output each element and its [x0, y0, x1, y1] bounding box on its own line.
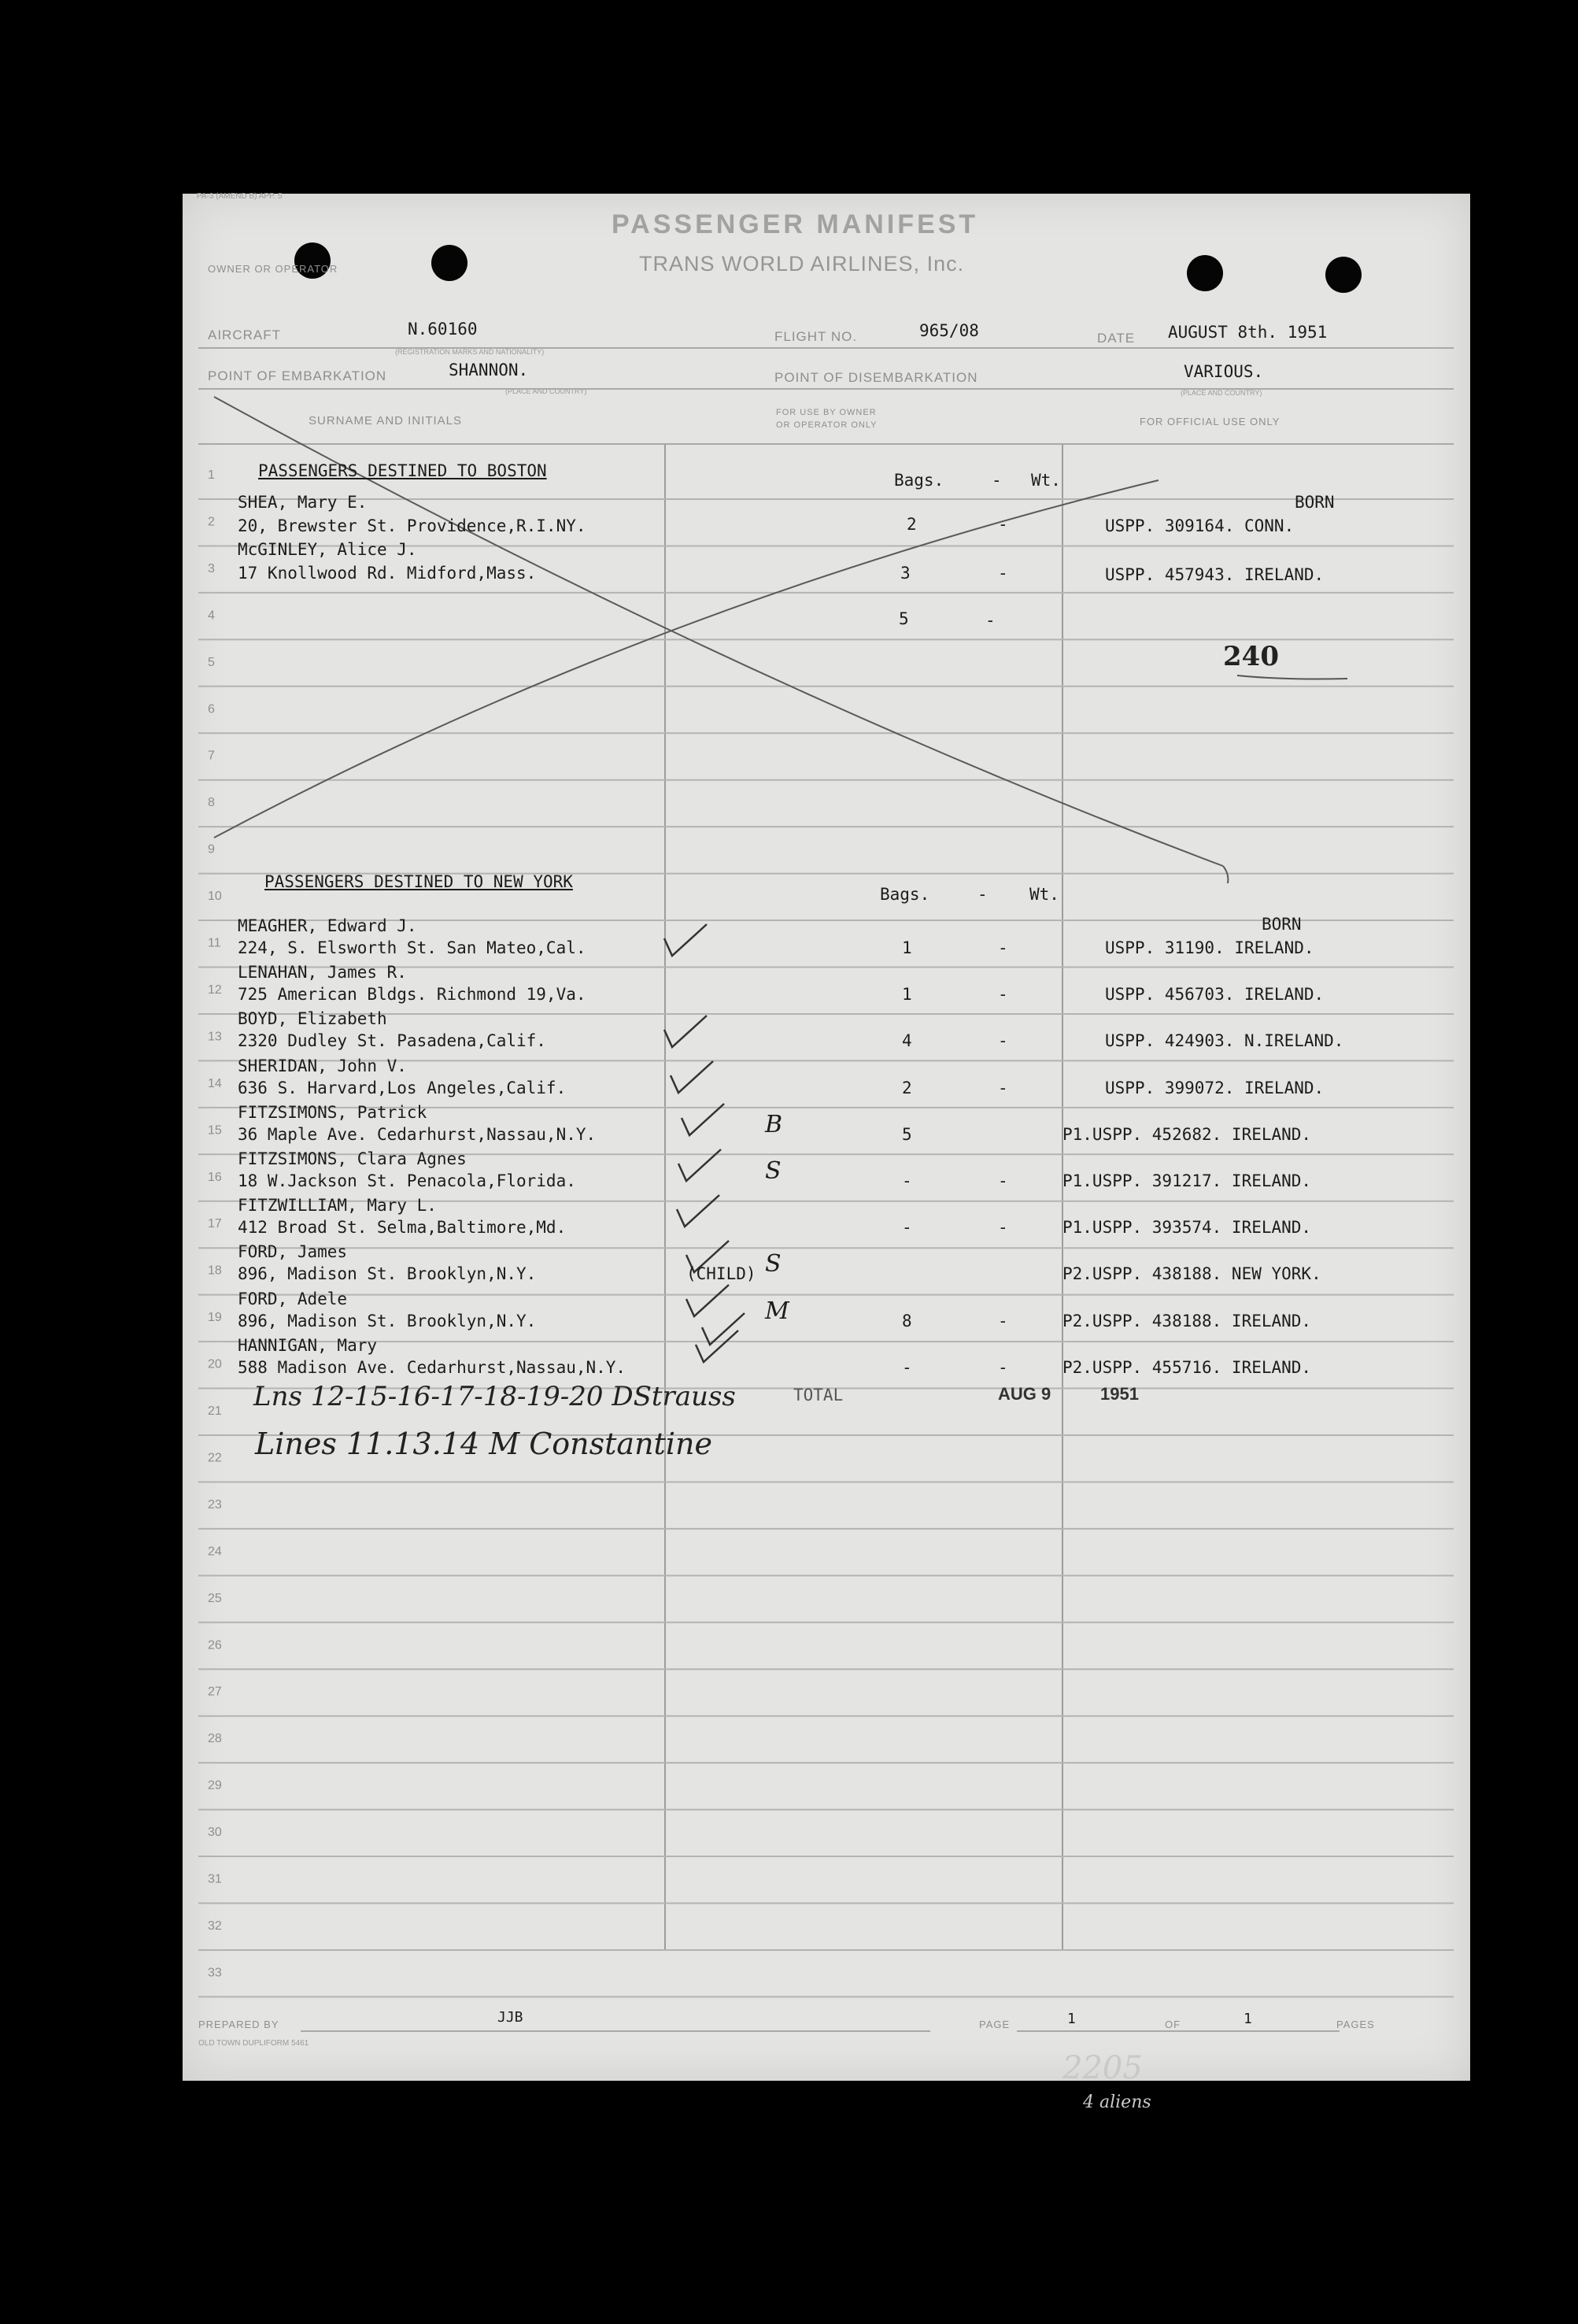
passenger-bags: 3 — [900, 564, 911, 583]
passenger-address: 896, Madison St. Brooklyn,N.Y. — [238, 1264, 537, 1284]
passenger-name: BOYD, Elizabeth — [238, 1009, 387, 1029]
passenger-name: FITZSIMONS, Patrick — [238, 1102, 427, 1122]
aircraft-value: N.60160 — [408, 320, 478, 339]
row-number: 21 — [208, 1404, 222, 1418]
check-mark — [686, 1285, 729, 1316]
col-owner-header-b: OR OPERATOR ONLY — [776, 420, 878, 430]
bottom-handwritten-note: 4 aliens — [1083, 2093, 1151, 2112]
prepared-by-label: PREPARED BY — [198, 2019, 279, 2030]
row-number: 32 — [208, 1919, 222, 1933]
passenger-name: FITZSIMONS, Clara Agnes — [238, 1149, 467, 1168]
passenger-weight: - — [998, 564, 1008, 583]
passenger-weight: - — [998, 1031, 1008, 1051]
newyork-wt-header: Wt. — [1029, 885, 1059, 904]
form-title: PASSENGER MANIFEST — [612, 209, 979, 239]
newyork-dash-header: - — [977, 885, 988, 904]
pages-label: PAGES — [1336, 2019, 1375, 2030]
flight-label: FLIGHT NO. — [774, 329, 858, 344]
boston-bags-header: Bags. — [894, 471, 944, 490]
row-number: 25 — [208, 1591, 222, 1605]
passenger-bags: 4 — [902, 1031, 912, 1051]
handwritten-initial: M — [765, 1297, 789, 1325]
row-number: 8 — [208, 796, 215, 810]
row-number: 18 — [208, 1264, 222, 1278]
page-value: 1 — [1067, 2011, 1076, 2027]
handwritten-line21: Lns 12-15-16-17-18-19-20 DStrauss — [253, 1381, 736, 1412]
passenger-address: 725 American Bldgs. Richmond 19,Va. — [238, 985, 586, 1005]
pencil-cross-hook — [1223, 866, 1228, 883]
row-number: 12 — [208, 983, 222, 997]
passenger-official: P2.USPP. 438188. NEW YORK. — [1062, 1264, 1321, 1284]
passenger-address: 412 Broad St. Selma,Baltimore,Md. — [238, 1218, 567, 1238]
total-label: TOTAL — [793, 1386, 844, 1404]
row-number: 10 — [208, 890, 222, 904]
passenger-weight: - — [998, 1171, 1008, 1190]
of-label: OF — [1165, 2019, 1181, 2030]
check-mark — [682, 1104, 724, 1135]
passenger-address: 18 W.Jackson St. Penacola,Florida. — [238, 1171, 576, 1190]
row-number: 15 — [208, 1123, 222, 1138]
passenger-official: USPP. 31190. IRELAND. — [1105, 938, 1314, 957]
passenger-name: HANNIGAN, Mary — [238, 1335, 378, 1355]
handwritten-initial: B — [765, 1110, 783, 1138]
flight-value: 965/08 — [919, 321, 979, 340]
passenger-note: (CHILD) — [686, 1264, 756, 1284]
row-number: 7 — [208, 749, 215, 763]
passenger-address: 588 Madison Ave. Cedarhurst,Nassau,N.Y. — [238, 1357, 626, 1377]
disembarkation-label: POINT OF DISEMBARKATION — [774, 370, 978, 385]
passenger-bags: - — [902, 1357, 912, 1377]
bottom-handwritten-number: 2205 — [1062, 2050, 1143, 2086]
embarkation-value: SHANNON. — [449, 361, 529, 379]
row-number: 22 — [208, 1451, 222, 1465]
passenger-official: P1.USPP. 391217. IRELAND. — [1062, 1171, 1312, 1190]
passenger-official: P2.USPP. 455716. IRELAND. — [1062, 1357, 1312, 1377]
newyork-bags-header: Bags. — [880, 885, 930, 904]
passenger-name: SHEA, Mary E. — [238, 493, 368, 512]
check-mark — [671, 1061, 713, 1093]
boston-heading: PASSENGERS DESTINED TO BOSTON — [258, 461, 547, 480]
embarkation-label: POINT OF EMBARKATION — [208, 368, 387, 383]
aircraft-sub: (REGISTRATION MARKS AND NATIONALITY) — [395, 348, 545, 356]
passenger-official: USPP. 424903. N.IRELAND. — [1105, 1031, 1344, 1051]
passenger-address: 20, Brewster St. Providence,R.I.NY. — [238, 516, 586, 535]
embark-sub: (PLACE AND COUNTRY) — [505, 387, 587, 395]
airline-name: TRANS WORLD AIRLINES, Inc. — [639, 252, 965, 276]
check-mark — [702, 1313, 745, 1345]
passenger-weight: - — [998, 1078, 1008, 1097]
boston-total-weight: - — [985, 611, 996, 630]
passenger-name: McGINLEY, Alice J. — [238, 540, 417, 559]
received-stamp-date: AUG 9 — [998, 1384, 1051, 1404]
check-mark — [664, 1016, 707, 1047]
passenger-weight: - — [998, 985, 1008, 1005]
passenger-name: FORD, Adele — [238, 1289, 348, 1308]
check-mark — [696, 1330, 738, 1362]
check-mark — [677, 1195, 719, 1227]
row-number: 16 — [208, 1170, 222, 1184]
passenger-name: MEAGHER, Edward J. — [238, 916, 417, 935]
passenger-official: USPP. 457943. IRELAND. — [1105, 565, 1325, 584]
passenger-bags: 2 — [907, 515, 917, 534]
col-owner-header-a: FOR USE BY OWNER — [776, 408, 877, 417]
passenger-address: 636 S. Harvard,Los Angeles,Calif. — [238, 1078, 567, 1097]
row-number: 33 — [208, 1966, 222, 1980]
passenger-bags: 2 — [902, 1078, 912, 1097]
row-number: 1 — [208, 468, 215, 482]
passenger-bags: - — [902, 1171, 912, 1190]
passenger-weight: - — [998, 515, 1008, 534]
row-number: 24 — [208, 1545, 222, 1559]
passenger-name: FITZWILLIAM, Mary L. — [238, 1196, 437, 1216]
row-number: 9 — [208, 842, 215, 857]
passenger-official: USPP. 309164. CONN. — [1105, 516, 1295, 535]
row-number: 20 — [208, 1357, 222, 1371]
passenger-official: USPP. 456703. IRELAND. — [1105, 985, 1325, 1005]
passenger-address: 17 Knollwood Rd. Midford,Mass. — [238, 564, 537, 583]
form-code: PA-3 (AMEND B) APP. 5 — [197, 192, 283, 201]
stamp-240: 240 — [1223, 641, 1279, 672]
passenger-official: P1.USPP. 452682. IRELAND. — [1062, 1124, 1312, 1144]
received-stamp-year: 1951 — [1100, 1384, 1139, 1404]
check-mark — [664, 924, 707, 956]
row-number: 19 — [208, 1311, 222, 1325]
row-number: 28 — [208, 1732, 222, 1746]
passenger-bags: - — [902, 1218, 912, 1238]
handwritten-initial: S — [765, 1250, 782, 1279]
footer-form-code: OLD TOWN DUPLIFORM 5461 — [198, 2039, 309, 2048]
row-number: 4 — [208, 609, 215, 623]
of-value: 1 — [1244, 2011, 1252, 2027]
row-number: 14 — [208, 1076, 222, 1090]
disembark-sub: (PLACE AND COUNTRY) — [1181, 389, 1262, 397]
row-number: 30 — [208, 1826, 222, 1840]
row-number: 5 — [208, 655, 215, 669]
manifest-sheet — [183, 194, 1470, 2081]
boston-wt-header: Wt. — [1031, 471, 1061, 490]
passenger-bags: 5 — [902, 1124, 912, 1144]
passenger-official: USPP. 399072. IRELAND. — [1105, 1078, 1325, 1097]
row-number: 31 — [208, 1872, 222, 1886]
col-surname-header: SURNAME AND INITIALS — [309, 414, 463, 427]
row-number: 26 — [208, 1638, 222, 1652]
row-number: 23 — [208, 1497, 222, 1512]
date-value: AUGUST 8th. 1951 — [1168, 323, 1328, 342]
boston-total-bags: 5 — [899, 609, 909, 628]
passenger-name: FORD, James — [238, 1242, 348, 1262]
passenger-bags: 1 — [902, 985, 912, 1005]
newyork-born-header: BORN — [1262, 915, 1302, 934]
col-official-header: FOR OFFICIAL USE ONLY — [1140, 416, 1281, 427]
passenger-weight: - — [998, 1357, 1008, 1377]
passenger-bags: 1 — [902, 938, 912, 957]
row-number: 6 — [208, 702, 215, 716]
passenger-weight: - — [998, 938, 1008, 957]
row-number: 17 — [208, 1217, 222, 1231]
handwritten-initial: S — [765, 1157, 782, 1185]
stamp-underline — [1237, 675, 1347, 679]
passenger-official: P2.USPP. 438188. IRELAND. — [1062, 1311, 1312, 1330]
page-label: PAGE — [979, 2019, 1011, 2030]
row-number: 11 — [208, 936, 221, 950]
passenger-name: LENAHAN, James R. — [238, 963, 407, 983]
passenger-name: SHERIDAN, John V. — [238, 1056, 407, 1075]
passenger-official: P1.USPP. 393574. IRELAND. — [1062, 1218, 1312, 1238]
date-label: DATE — [1097, 331, 1136, 346]
passenger-address: 896, Madison St. Brooklyn,N.Y. — [238, 1311, 537, 1330]
boston-born-header: BORN — [1295, 493, 1335, 512]
owner-operator-label: OWNER OR OPERATOR — [208, 263, 338, 275]
passenger-weight: - — [998, 1311, 1008, 1330]
boston-dash-header: - — [992, 471, 1002, 490]
aircraft-label: AIRCRAFT — [208, 328, 281, 342]
row-number: 13 — [208, 1030, 222, 1044]
passenger-address: 2320 Dudley St. Pasadena,Calif. — [238, 1031, 546, 1051]
row-number: 3 — [208, 561, 215, 575]
passenger-address: 224, S. Elsworth St. San Mateo,Cal. — [238, 938, 586, 957]
newyork-heading: PASSENGERS DESTINED TO NEW YORK — [264, 872, 573, 891]
disembarkation-value: VARIOUS. — [1184, 362, 1264, 381]
row-number: 2 — [208, 515, 215, 529]
row-number: 27 — [208, 1685, 222, 1699]
handwritten-line22: Lines 11.13.14 M Constantine — [255, 1427, 712, 1461]
passenger-address: 36 Maple Ave. Cedarhurst,Nassau,N.Y. — [238, 1124, 597, 1144]
passenger-bags: 8 — [902, 1311, 912, 1330]
row-number: 29 — [208, 1778, 222, 1793]
prepared-by-value: JJB — [497, 2009, 523, 2026]
passenger-weight: - — [998, 1218, 1008, 1238]
